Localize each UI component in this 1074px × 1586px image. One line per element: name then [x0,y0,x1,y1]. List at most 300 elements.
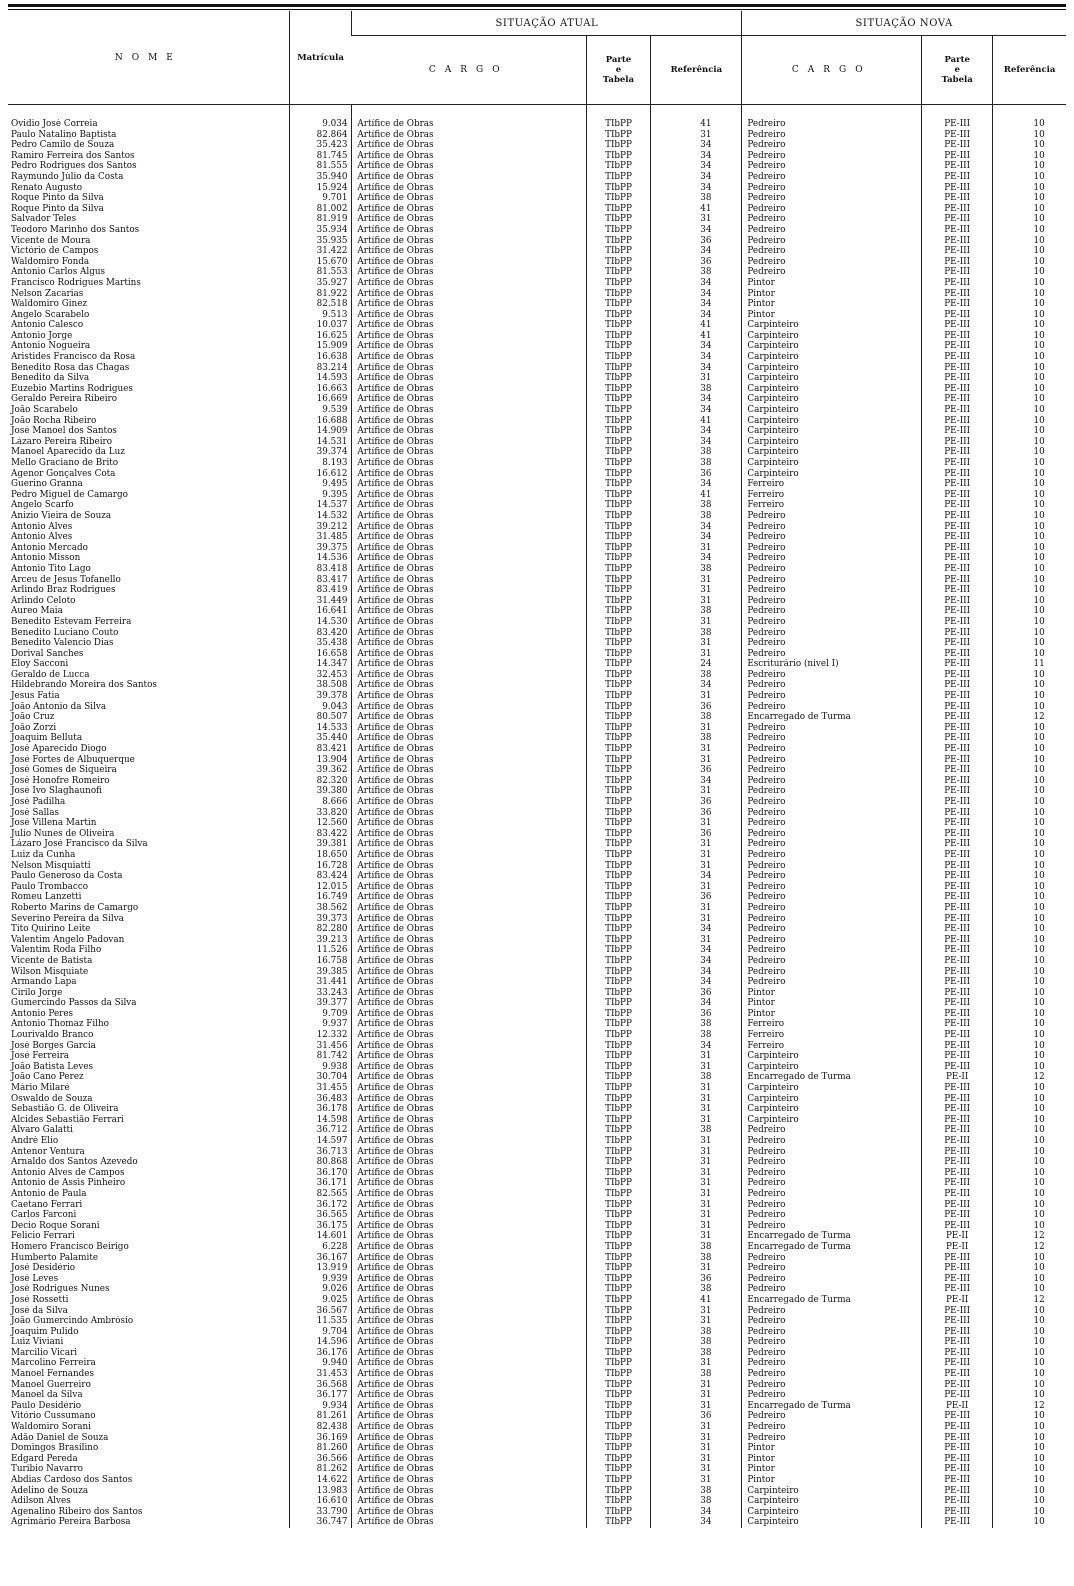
parte-tabela-atual-cell: TIbPP [586,1390,651,1401]
cargo-atual-cell: Artífice de Obras [352,1083,586,1094]
referencia-nova-cell: 10 [993,373,1066,384]
parte-tabela-atual-cell: TIbPP [586,225,651,236]
parte-tabela-atual-cell: TIbPP [586,416,651,427]
table-row [8,204,1066,215]
table-row [8,331,1066,342]
table-row [8,797,1066,808]
referencia-nova-cell: 10 [993,214,1066,225]
parte-tabela-atual-cell: TIbPP [586,829,651,840]
matricula-cell: 39.212 [289,522,352,533]
table-row [8,437,1066,448]
nome-cell: Salvador Teles [11,214,77,225]
cargo-nova-cell: Pedreiro [742,1168,922,1179]
parte-tabela-atual-cell: TIbPP [586,786,651,797]
matricula-cell: 35.927 [289,278,352,289]
table-row [8,903,1066,914]
referencia-atual-cell: 41 [651,416,742,427]
cargo-atual-cell: Artífice de Obras [352,1454,586,1465]
parte-tabela-nova-cell: PE-II [922,1242,993,1253]
matricula-cell: 35.934 [289,225,352,236]
referencia-atual-cell: 34 [651,1517,742,1528]
table-row [8,214,1066,225]
referencia-atual-cell: 31 [651,649,742,660]
cargo-nova-cell: Pedreiro [742,797,922,808]
referencia-nova-cell: 10 [993,140,1066,151]
cargo-nova-cell: Pintor [742,1454,922,1465]
matricula-cell: 11.526 [289,945,352,956]
nome-cell: Gumercindo Passos da Silva [11,998,137,1009]
referencia-atual-cell: 34 [651,341,742,352]
header-nome: NOME [8,11,289,105]
cargo-nova-cell: Pedreiro [742,1411,922,1422]
parte-tabela-nova-cell: PE-III [922,808,993,819]
parte-tabela-atual-cell: TIbPP [586,1369,651,1380]
cargo-atual-cell: Artífice de Obras [352,1348,586,1359]
cargo-atual-cell: Artífice de Obras [352,1072,586,1083]
nome-cell: Nelson Zacarias [11,288,84,299]
table-row [8,914,1066,925]
parte-tabela-atual-cell: TIbPP [586,649,651,660]
table-row [8,1327,1066,1338]
cargo-nova-cell: Carpinteiro [742,437,922,448]
nome-cell: José Sallas [11,807,59,818]
nome-cell: Humberto Palamite [11,1252,99,1263]
header-referencia-atual: Referência [651,36,742,105]
cargo-nova-cell: Pedreiro [742,786,922,797]
matricula-cell: 36.177 [289,1390,352,1401]
parte-tabela-atual-cell: TIbPP [586,161,651,172]
matricula-cell: 82.320 [289,776,352,787]
matricula-cell: 80.868 [289,1157,352,1168]
parte-tabela-atual-cell: TIbPP [586,1200,651,1211]
cargo-nova-cell: Ferreiro [742,1030,922,1041]
parte-tabela-nova-cell: PE-III [922,1200,993,1211]
parte-tabela-nova-cell: PE-III [922,214,993,225]
cargo-nova-cell: Carpinteiro [742,394,922,405]
cargo-atual-cell: Artífice de Obras [352,691,586,702]
cargo-atual-cell: Artífice de Obras [352,257,586,268]
matricula-cell: 9.939 [289,1274,352,1285]
cargo-nova-cell: Pedreiro [742,585,922,596]
referencia-nova-cell: 10 [993,320,1066,331]
cargo-nova-cell: Pedreiro [742,172,922,183]
parte-tabela-atual-cell: TIbPP [586,553,651,564]
parte-tabela-atual-cell: TIbPP [586,384,651,395]
parte-tabela-nova-cell: PE-III [922,882,993,893]
cargo-atual-cell: Artífice de Obras [352,998,586,1009]
nome-cell: Tito Quirino Leite [11,924,91,935]
parte-tabela-atual-cell: TIbPP [586,808,651,819]
parte-tabela-nova-cell: PE-III [922,257,993,268]
referencia-nova-cell: 10 [993,522,1066,533]
parte-tabela-nova-cell: PE-III [922,945,993,956]
parte-tabela-nova-cell: PE-III [922,1147,993,1158]
referencia-atual-cell: 38 [651,1284,742,1295]
nome-cell: Jesus Fatia [11,691,60,702]
referencia-atual-cell: 41 [651,331,742,342]
referencia-atual-cell: 34 [651,225,742,236]
table-row [8,861,1066,872]
cargo-nova-cell: Encarregado de Turma [742,1072,922,1083]
cargo-atual-cell: Artífice de Obras [352,1263,586,1274]
parte-tabela-atual-cell: TIbPP [586,426,651,437]
parte-tabela-atual-cell: TIbPP [586,1295,651,1306]
referencia-nova-cell: 10 [993,1274,1066,1285]
parte-tabela-nova-cell: PE-III [922,924,993,935]
matricula-cell: 82.438 [289,1422,352,1433]
matricula-cell: 36.175 [289,1221,352,1232]
cargo-atual-cell: Artífice de Obras [352,1517,586,1528]
nome-cell: Antonio Tito Lago [11,563,91,574]
referencia-nova-cell: 10 [993,310,1066,321]
parte-tabela-nova-cell: PE-III [922,193,993,204]
nome-cell: José Fortes de Albuquerque [11,754,135,765]
referencia-nova-cell: 10 [993,585,1066,596]
referencia-atual-cell: 34 [651,352,742,363]
referencia-atual-cell: 36 [651,797,742,808]
parte-tabela-atual-cell: TIbPP [586,1433,651,1444]
referencia-nova-cell: 10 [993,352,1066,363]
nome-cell: Antonio Alves [11,521,73,532]
matricula-cell: 30.704 [289,1072,352,1083]
matricula-cell: 9.395 [289,490,352,501]
referencia-atual-cell: 31 [651,543,742,554]
matricula-cell: 14.532 [289,511,352,522]
cargo-nova-cell: Pedreiro [742,861,922,872]
parte-tabela-nova-cell: PE-III [922,1168,993,1179]
matricula-cell: 36.176 [289,1348,352,1359]
referencia-nova-cell: 10 [993,1104,1066,1115]
parte-tabela-nova-cell: PE-III [922,1125,993,1136]
cargo-nova-cell: Carpinteiro [742,1094,922,1105]
referencia-nova-cell: 12 [993,1401,1066,1412]
cargo-atual-cell: Artífice de Obras [352,183,586,194]
matricula-cell: 36.713 [289,1147,352,1158]
parte-tabela-nova-cell: PE-III [922,1337,993,1348]
matricula-cell: 31.441 [289,977,352,988]
parte-tabela-atual-cell: TIbPP [586,733,651,744]
cargo-atual-cell: Artífice de Obras [352,617,586,628]
matricula-cell: 10.037 [289,320,352,331]
cargo-nova-cell: Pedreiro [742,1422,922,1433]
cargo-nova-cell: Pedreiro [742,818,922,829]
referencia-atual-cell: 34 [651,998,742,1009]
matricula-cell: 14.909 [289,426,352,437]
cargo-nova-cell: Pintor [742,998,922,1009]
parte-tabela-nova-cell: PE-III [922,1030,993,1041]
referencia-atual-cell: 34 [651,532,742,543]
parte-tabela-nova-cell: PE-III [922,511,993,522]
parte-tabela-atual-cell: TIbPP [586,1136,651,1147]
cargo-atual-cell: Artífice de Obras [352,1433,586,1444]
nome-cell: Benedito Valencio Dias [11,638,114,649]
nome-cell: Aristides Francisco da Rosa [11,352,136,363]
referencia-nova-cell: 10 [993,871,1066,882]
parte-tabela-nova-cell: PE-III [922,1306,993,1317]
matricula-cell: 81.555 [289,161,352,172]
cargo-atual-cell: Artífice de Obras [352,1051,586,1062]
referencia-nova-cell: 10 [993,861,1066,872]
referencia-nova-cell: 10 [993,945,1066,956]
header-parte-label: Parte [605,55,632,65]
cargo-atual-cell: Artífice de Obras [352,331,586,342]
parte-tabela-atual-cell: TIbPP [586,1189,651,1200]
cargo-atual-cell: Artífice de Obras [352,1401,586,1412]
referencia-nova-cell: 10 [993,1115,1066,1126]
parte-tabela-atual-cell: TIbPP [586,1104,651,1115]
parte-tabela-atual-cell: TIbPP [586,1083,651,1094]
referencia-atual-cell: 38 [651,1369,742,1380]
matricula-cell: 16.610 [289,1496,352,1507]
nome-cell: Ovidio José Correia [11,119,98,129]
nome-cell: Antonio Alves de Campos [11,1167,125,1178]
parte-tabela-nova-cell: PE-III [922,755,993,766]
table-row [8,1380,1066,1391]
referencia-nova-cell: 10 [993,331,1066,342]
table-row [8,119,1066,130]
top-rule-thin [8,9,1066,10]
nome-cell: Decio Roque Sorani [11,1220,100,1231]
parte-tabela-atual-cell: TIbPP [586,998,651,1009]
table-row [8,183,1066,194]
cargo-nova-cell: Carpinteiro [742,1517,922,1528]
parte-tabela-nova-cell: PE-III [922,723,993,734]
parte-tabela-atual-cell: TIbPP [586,1168,651,1179]
nome-cell: Geraldo Pereira Ribeiro [11,394,118,405]
referencia-atual-cell: 31 [651,1200,742,1211]
parte-tabela-atual-cell: TIbPP [586,1041,651,1052]
referencia-nova-cell: 12 [993,1242,1066,1253]
referencia-nova-cell: 10 [993,532,1066,543]
nome-cell: Joaquim Belluta [11,733,83,744]
parte-tabela-atual-cell: TIbPP [586,522,651,533]
parte-tabela-nova-cell: PE-III [922,871,993,882]
parte-tabela-nova-cell: PE-III [922,151,993,162]
parte-tabela-atual-cell: TIbPP [586,723,651,734]
table-row [8,712,1066,723]
matricula-cell: 14.536 [289,553,352,564]
referencia-atual-cell: 31 [651,1062,742,1073]
referencia-atual-cell: 38 [651,1030,742,1041]
referencia-nova-cell: 10 [993,1263,1066,1274]
referencia-nova-cell: 10 [993,564,1066,575]
parte-tabela-nova-cell: PE-III [922,236,993,247]
parte-tabela-nova-cell: PE-III [922,702,993,713]
table-row [8,1083,1066,1094]
nome-cell: Raymundo Júlio da Costa [11,171,124,182]
referencia-atual-cell: 41 [651,320,742,331]
parte-tabela-nova-cell: PE-III [922,659,993,670]
referencia-nova-cell: 10 [993,1486,1066,1497]
parte-tabela-atual-cell: TIbPP [586,1380,651,1391]
matricula-cell: 83.214 [289,363,352,374]
referencia-nova-cell: 10 [993,1369,1066,1380]
referencia-nova-cell: 10 [993,553,1066,564]
cargo-nova-cell: Pedreiro [742,808,922,819]
table-row [8,882,1066,893]
cargo-atual-cell: Artífice de Obras [352,786,586,797]
matricula-cell: 36.568 [289,1380,352,1391]
parte-tabela-nova-cell: PE-III [922,1327,993,1338]
referencia-atual-cell: 31 [651,723,742,734]
referencia-nova-cell: 10 [993,1433,1066,1444]
nome-cell: Anizio Vieira de Souza [11,510,112,521]
nome-cell: Adilson Alves [11,1496,71,1507]
table-row [8,585,1066,596]
referencia-nova-cell: 10 [993,924,1066,935]
cargo-atual-cell: Artífice de Obras [352,871,586,882]
referencia-nova-cell: 10 [993,437,1066,448]
cargo-atual-cell: Artífice de Obras [352,914,586,925]
parte-tabela-atual-cell: TIbPP [586,1157,651,1168]
referencia-atual-cell: 31 [651,786,742,797]
parte-tabela-nova-cell: PE-III [922,1104,993,1115]
cargo-atual-cell: Artífice de Obras [352,469,586,480]
referencia-atual-cell: 38 [651,1496,742,1507]
referencia-atual-cell: 31 [651,1433,742,1444]
referencia-nova-cell: 10 [993,479,1066,490]
matricula-cell: 11.535 [289,1316,352,1327]
matricula-cell: 14.597 [289,1136,352,1147]
cargo-nova-cell: Pedreiro [742,564,922,575]
parte-tabela-nova-cell: PE-III [922,998,993,1009]
nome-cell: Antonio Peres [11,1008,74,1019]
nome-cell: Antonio Carlos Algus [11,267,105,278]
referencia-atual-cell: 34 [651,246,742,257]
table-row [8,532,1066,543]
referencia-nova-cell: 10 [993,691,1066,702]
matricula-cell: 39.380 [289,786,352,797]
nome-cell: Mello Graciano de Brito [11,458,119,468]
parte-tabela-atual-cell: TIbPP [586,1306,651,1317]
parte-tabela-atual-cell: TIbPP [586,341,651,352]
referencia-nova-cell: 10 [993,1507,1066,1518]
cargo-atual-cell: Artífice de Obras [352,829,586,840]
cargo-nova-cell: Carpinteiro [742,373,922,384]
cargo-atual-cell: Artífice de Obras [352,246,586,257]
matricula-cell: 81.745 [289,151,352,162]
matricula-cell: 16.658 [289,649,352,660]
table-row [8,924,1066,935]
table-row [8,246,1066,257]
table-row [8,363,1066,374]
referencia-atual-cell: 38 [651,564,742,575]
cargo-nova-cell: Pedreiro [742,850,922,861]
parte-tabela-nova-cell: PE-II [922,1231,993,1242]
cargo-atual-cell: Artífice de Obras [352,1358,586,1369]
parte-tabela-atual-cell: TIbPP [586,437,651,448]
nome-cell: Angelo Scarfo [11,500,74,511]
matricula-cell: 9.025 [289,1295,352,1306]
nome-cell: Luiz Viviani [11,1337,64,1348]
cargo-atual-cell: Artífice de Obras [352,967,586,978]
referencia-atual-cell: 31 [651,130,742,141]
nome-cell: Armando Lapa [11,977,77,988]
cargo-atual-cell: Artífice de Obras [352,808,586,819]
cargo-nova-cell: Pedreiro [742,532,922,543]
parte-tabela-atual-cell: TIbPP [586,1274,651,1285]
parte-tabela-nova-cell: PE-III [922,967,993,978]
cargo-atual-cell: Artífice de Obras [352,394,586,405]
referencia-nova-cell: 10 [993,797,1066,808]
table-row [8,575,1066,586]
referencia-nova-cell: 10 [993,649,1066,660]
nome-cell: Antonio Thomaz Filho [11,1019,109,1030]
nome-cell: Valentim Roda Filho [11,945,102,956]
parte-tabela-atual-cell: TIbPP [586,617,651,628]
referencia-nova-cell: 10 [993,1009,1066,1020]
cargo-nova-cell: Pedreiro [742,649,922,660]
cargo-nova-cell: Encarregado de Turma [742,1242,922,1253]
parte-tabela-nova-cell: PE-III [922,776,993,787]
table-row [8,1454,1066,1465]
parte-tabela-nova-cell: PE-III [922,638,993,649]
cargo-atual-cell: Artífice de Obras [352,850,586,861]
parte-tabela-atual-cell: TIbPP [586,712,651,723]
nome-cell: José Ivo Slaghaunofi [11,786,102,797]
matricula-cell: 35.935 [289,236,352,247]
referencia-nova-cell: 10 [993,765,1066,776]
referencia-atual-cell: 38 [651,1242,742,1253]
cargo-nova-cell: Pedreiro [742,511,922,522]
referencia-nova-cell: 10 [993,246,1066,257]
cargo-atual-cell: Artífice de Obras [352,818,586,829]
table-row [8,469,1066,480]
cargo-nova-cell: Pedreiro [742,691,922,702]
referencia-atual-cell: 31 [651,850,742,861]
table-row [8,553,1066,564]
cargo-atual-cell: Artífice de Obras [352,670,586,681]
matricula-cell: 31.449 [289,596,352,607]
nome-cell: Pedro Rodrigues dos Santos [11,161,137,172]
parte-tabela-nova-cell: PE-III [922,278,993,289]
parte-tabela-atual-cell: TIbPP [586,172,651,183]
matricula-cell: 9.043 [289,702,352,713]
matricula-cell: 31.455 [289,1083,352,1094]
referencia-nova-cell: 10 [993,490,1066,501]
matricula-cell: 39.377 [289,998,352,1009]
referencia-nova-cell: 10 [993,384,1066,395]
referencia-atual-cell: 36 [651,1009,742,1020]
matricula-cell: 8.193 [289,458,352,469]
cargo-nova-cell: Pedreiro [742,267,922,278]
parte-tabela-nova-cell: PE-III [922,1369,993,1380]
table-row [8,1464,1066,1475]
cargo-nova-cell: Pedreiro [742,702,922,713]
cargo-atual-cell: Artífice de Obras [352,564,586,575]
parte-tabela-atual-cell: TIbPP [586,1327,651,1338]
matricula-cell: 9.704 [289,1327,352,1338]
cargo-nova-cell: Pedreiro [742,882,922,893]
table-row [8,1136,1066,1147]
parte-tabela-atual-cell: TIbPP [586,861,651,872]
parte-tabela-nova-cell: PE-III [922,1464,993,1475]
referencia-atual-cell: 34 [651,363,742,374]
parte-tabela-atual-cell: TIbPP [586,1178,651,1189]
cargo-atual-cell: Artífice de Obras [352,892,586,903]
referencia-nova-cell: 10 [993,755,1066,766]
table-row [8,606,1066,617]
nome-cell: Arlindo Braz Rodrigues [11,585,116,596]
cargo-atual-cell: Artífice de Obras [352,1041,586,1052]
top-rule [8,4,1066,7]
matricula-cell: 81.553 [289,267,352,278]
table-row [8,1348,1066,1359]
referencia-nova-cell: 10 [993,543,1066,554]
cargo-nova-cell: Carpinteiro [742,405,922,416]
cargo-atual-cell: Artífice de Obras [352,945,586,956]
cargo-nova-cell: Pedreiro [742,1253,922,1264]
